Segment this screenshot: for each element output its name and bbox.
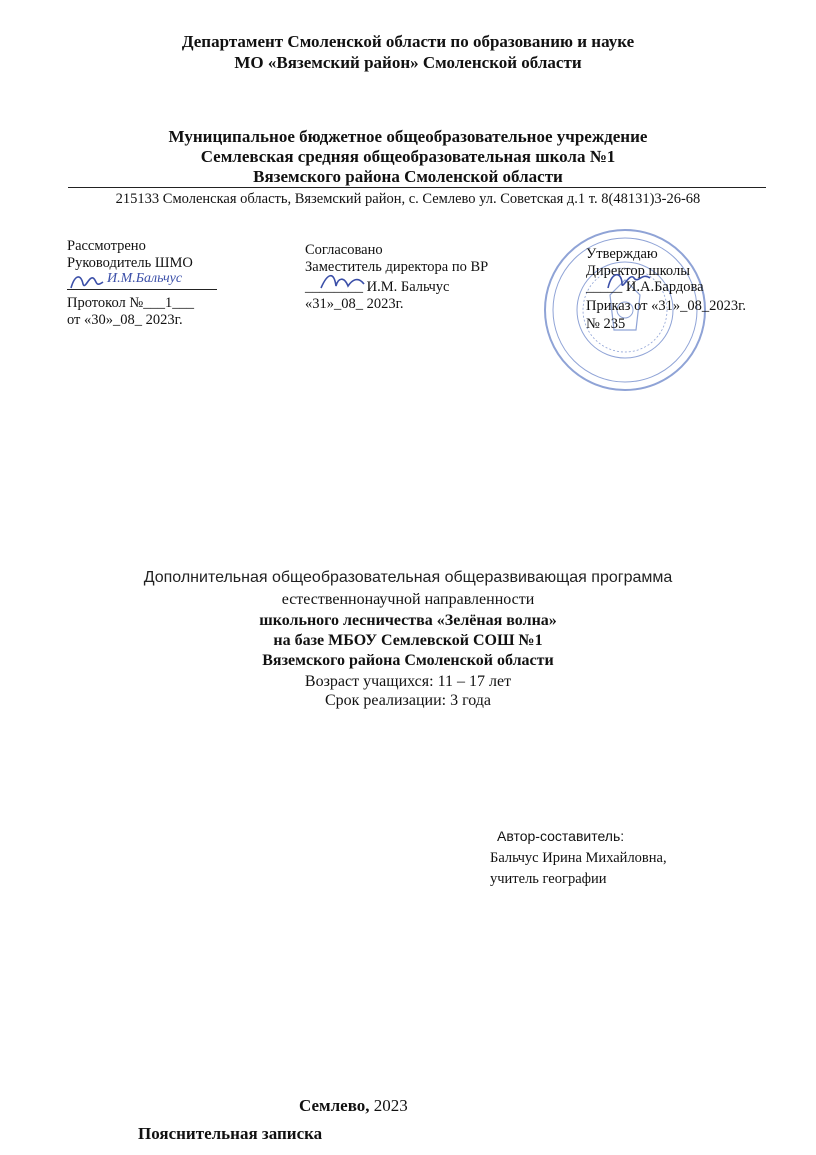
reviewed-signature-line: [67, 270, 227, 292]
institution-type: Муниципальное бюджетное общеобразовательное учреждение: [168, 127, 648, 146]
municipality-line: МО «Вяземский район» Смоленской области: [234, 53, 582, 72]
approved-title: Утверждаю: [586, 246, 658, 262]
approved-role: Директор школы: [586, 263, 690, 279]
reviewed-date: от «30»_08_ 2023г.: [67, 312, 183, 328]
program-base: на базе МБОУ Семлевской СОШ №1: [273, 632, 543, 649]
agreed-signer: ________ И.М. Бальчус: [305, 279, 450, 295]
approved-order: Приказ от «31»_08_2023г.: [586, 298, 747, 314]
footer-place: Семлево,: [299, 1096, 370, 1115]
institution-district: Вяземского района Смоленской области: [253, 167, 563, 186]
institution-address: 215133 Смоленская область, Вяземский район, с. Семлево ул. Советская д.1 т. 8(48131)3-26-68: [115, 191, 701, 207]
author-label: Автор-составитель:: [497, 828, 625, 844]
author-position: учитель географии: [490, 871, 607, 887]
institution-name: Семлевская средняя общеобразовательная школа №1: [200, 147, 616, 166]
reviewed-signature: И.М.Бальчус: [107, 271, 183, 286]
header-divider: [68, 187, 766, 188]
reviewed-role: Руководитель ШМО: [67, 255, 193, 271]
agreed-title: Согласовано: [305, 242, 383, 258]
agreed-date: «31»_08_ 2023г.: [305, 296, 404, 312]
program-title: школьного лесничества «Зелёная волна»: [259, 612, 557, 629]
next-section-heading: Пояснительная записка: [138, 1124, 323, 1143]
agreed-role: Заместитель директора по ВР: [305, 259, 489, 275]
footer-place-year: [299, 1096, 408, 1116]
reviewed-title: Рассмотрено: [67, 238, 146, 254]
program-term: Срок реализации: 3 года: [324, 692, 492, 709]
agreed-signature-icon: [318, 270, 368, 294]
program-type: Дополнительная общеобразовательная общеразвивающая программа: [143, 569, 673, 586]
footer-year: 2023: [373, 1096, 408, 1115]
author-name: Бальчус Ирина Михайловна,: [490, 850, 667, 866]
approved-number: № 235: [586, 316, 626, 332]
approved-signer: _____ И.А.Бардова: [586, 279, 704, 295]
signature-underline: [67, 289, 217, 290]
reviewed-protocol: Протокол №___1___: [67, 295, 194, 311]
program-district: Вяземского района Смоленской области: [262, 652, 554, 669]
program-direction: естественнонаучной направленности: [281, 591, 535, 608]
department-line: Департамент Смоленской области по образованию и науке: [181, 32, 635, 51]
signature-mark-icon: [67, 270, 107, 294]
approved-signature-icon: [604, 268, 654, 294]
program-age: Возраст учащихся: 11 – 17 лет: [304, 673, 512, 690]
